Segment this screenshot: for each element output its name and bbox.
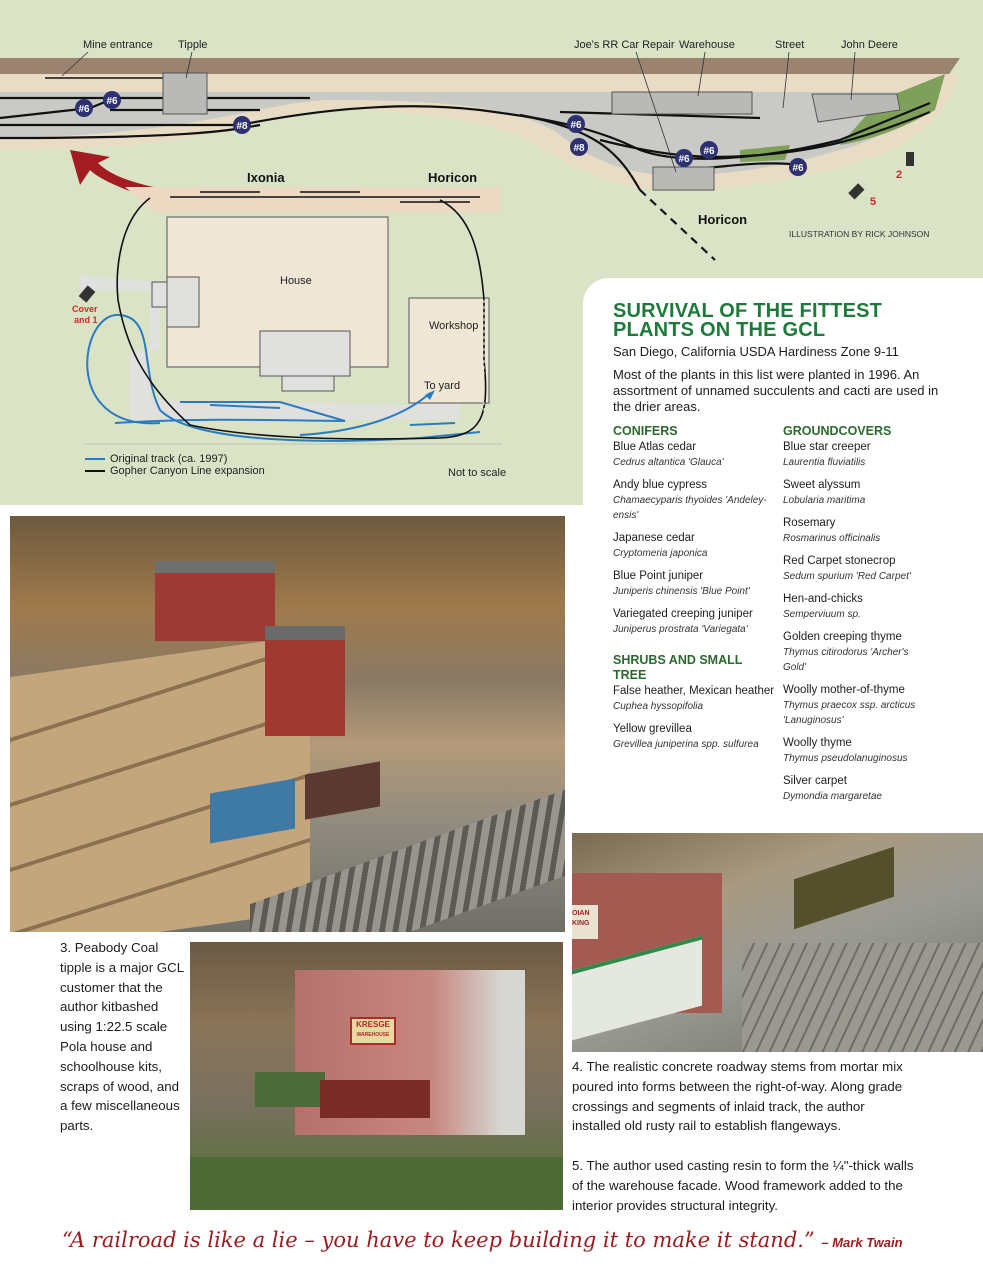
caption-4: 4. The realistic concrete roadway stems from mortar mix poured into forms between the right-of-way. Along grade crossings and segments of inlaid track, the author installed old rusty rail to establish flangeways.: [572, 1059, 903, 1134]
turnout-badge: [233, 116, 251, 134]
quote-attribution: – Mark Twain: [821, 1235, 903, 1250]
photo-marker-2: 2: [896, 169, 903, 181]
caption-3: 3. Peabody Coal tipple is a major GCL customer that the author kitbashed using 1:22.5 scale Pola house and schoolhouse kits, scraps of wood, and a few miscellaneous parts.: [60, 940, 184, 1134]
pull-quote: [62, 1228, 903, 1252]
ixonia-horicon-strip: [125, 187, 500, 212]
photo-coal-tipple: [10, 516, 565, 932]
turnout-badge: [567, 115, 585, 133]
svg-text:#6: #6: [106, 96, 118, 107]
car-repair-building: [653, 167, 714, 190]
plant-scientific-name: Cryptomeria japonica: [613, 548, 708, 559]
title-line: PLANTS ON THE GCL: [613, 319, 826, 341]
tipple-building: [265, 626, 345, 736]
plant-entry: [783, 736, 933, 766]
label-horicon-inset: Horicon: [428, 170, 478, 185]
plant-scientific-name: Thymus pseudolanuginosus: [783, 753, 908, 764]
turnout-badge: [700, 141, 718, 159]
sign-text: KRESGE: [356, 1020, 390, 1029]
roadway-tracks: [742, 943, 983, 1052]
porch-steps: [282, 376, 334, 391]
photo-warehouse: [190, 942, 563, 1210]
label-tipple: Tipple: [178, 39, 208, 51]
house-porch: [260, 331, 350, 376]
warehouse-building: [612, 92, 752, 114]
green-boxcar: [255, 1072, 325, 1107]
plant-common-name: False heather, Mexican heather: [613, 685, 775, 697]
plant-entry: [783, 630, 933, 675]
plant-common-name: Blue Atlas cedar: [613, 441, 697, 453]
shrubs-heading: SHRUBS AND SMALL TREE: [613, 653, 743, 682]
plant-scientific-name: Laurentia fluviatilis: [783, 457, 866, 468]
svg-text:#8: #8: [236, 121, 248, 132]
plant-entry: [613, 607, 783, 637]
plant-scientific-name: Semperviuum sp.: [783, 609, 861, 620]
photo-concrete-roadway: [572, 833, 983, 1052]
plant-entry: [783, 554, 933, 584]
groundcovers-list: [783, 440, 933, 804]
plant-entry: [783, 774, 933, 804]
plant-entry: [783, 478, 933, 508]
sign-text: KING: [572, 920, 590, 927]
conifers-list: [613, 440, 783, 637]
groundcovers-heading: GROUNDCOVERS: [783, 424, 892, 438]
kresge-sign: [350, 1017, 396, 1045]
plant-scientific-name: Juniperus prostrata 'Variegata': [613, 624, 748, 635]
plant-entry: [783, 516, 933, 546]
camera-icon: [848, 183, 864, 199]
plant-common-name: Japanese cedar: [613, 532, 695, 544]
sign-text: OIAN: [572, 910, 590, 917]
conifers-heading: CONIFERS: [613, 424, 678, 438]
plant-common-name: Woolly mother-of-thyme: [783, 684, 905, 696]
plant-common-name: Rosemary: [783, 517, 836, 529]
label-workshop: Workshop: [429, 320, 479, 332]
plant-entry: [613, 440, 783, 470]
label-to-yard: To yard: [424, 380, 461, 392]
photo-marker-cover: Cover: [72, 304, 98, 314]
house-steps: [167, 277, 199, 327]
label-street: Street: [775, 39, 805, 51]
legend-expansion: Gopher Canyon Line expansion: [110, 465, 265, 477]
not-to-scale-note: Not to scale: [448, 467, 507, 479]
plant-common-name: Blue star creeper: [783, 441, 871, 453]
lawn: [190, 1157, 563, 1210]
plant-scientific-name: Cedrus altantica 'Glauca': [613, 457, 724, 468]
house-steps: [152, 282, 167, 307]
plant-common-name: Yellow grevillea: [613, 723, 692, 735]
turnout-badge: [570, 138, 588, 156]
plant-scientific-name: Sedum spurium 'Red Carpet': [783, 571, 911, 582]
label-house: House: [280, 275, 312, 287]
plant-common-name: Woolly thyme: [783, 737, 852, 749]
plant-scientific-name: Cuphea hyssopifolia: [613, 701, 704, 712]
sidebar-subtitle: San Diego, California USDA Hardiness Zone 9-11: [613, 344, 899, 359]
building-sign: [572, 905, 598, 939]
label-mine-entrance: Mine entrance: [83, 39, 153, 51]
tipple-building: [163, 73, 207, 114]
plant-common-name: Variegated creeping juniper: [613, 608, 753, 620]
locomotive: [794, 847, 894, 929]
sidebar-intro: Most of the plants in this list were planted in 1996. An assortment of unnamed succulents and cacti are used in the drier areas.: [613, 367, 939, 414]
plant-entry: [613, 531, 783, 561]
plant-entry: [783, 440, 933, 470]
plant-scientific-name: Rosmarinus officinalis: [783, 533, 881, 544]
label-joes-repair: Joe's RR Car Repair: [574, 39, 675, 51]
turnout-badge: [103, 91, 121, 109]
plant-entry: [783, 683, 933, 728]
label-john-deere: John Deere: [841, 39, 898, 51]
turnout-badge: [789, 158, 807, 176]
plant-common-name: Sweet alyssum: [783, 479, 861, 491]
plant-entry: [613, 569, 783, 599]
camera-icon: [906, 152, 914, 166]
label-ixonia: Ixonia: [247, 170, 285, 185]
plant-scientific-name: Juniperis chinensis 'Blue Point': [613, 586, 750, 597]
plant-scientific-name: Thymus citirodorus 'Archer's Gold': [783, 647, 909, 673]
svg-text:#6: #6: [792, 163, 804, 174]
photo-marker-1: and 1: [74, 315, 98, 325]
svg-text:#6: #6: [78, 104, 90, 115]
svg-text:#8: #8: [573, 143, 585, 154]
sign-text: WAREHOUSE: [356, 1032, 390, 1038]
svg-text:#6: #6: [703, 146, 715, 157]
sidebar-title: [613, 302, 882, 340]
plant-scientific-name: Grevillea juniperina spp. sulfurea: [613, 739, 759, 750]
red-boxcar: [320, 1080, 430, 1118]
plant-common-name: Blue Point juniper: [613, 570, 704, 582]
mine-building: [155, 561, 275, 641]
illustration-credit: ILLUSTRATION BY RICK JOHNSON: [789, 229, 930, 239]
turnout-badge: [75, 99, 93, 117]
shrubs-list: [613, 684, 783, 752]
label-horicon-main: Horicon: [698, 212, 748, 227]
plant-scientific-name: Thymus praecox ssp. arcticus 'Lanuginosus': [783, 700, 916, 726]
plant-scientific-name: Chamaecyparis thyoides 'Andeley-ensis': [613, 495, 767, 521]
quote-text: “A railroad is like a lie – you have to keep building it to make it stand.”: [62, 1228, 815, 1252]
plant-common-name: Andy blue cypress: [613, 479, 707, 491]
label-warehouse: Warehouse: [679, 39, 735, 51]
caption-5: 5. The author used casting resin to form the ¼"-thick walls of the warehouse facade. Wood framework added to the interior provides structural integrity.: [572, 1158, 914, 1213]
plant-entry: [613, 684, 783, 714]
left-column: [613, 424, 783, 760]
plant-common-name: Golden creeping thyme: [783, 631, 902, 643]
plant-entry: [783, 592, 933, 622]
plant-common-name: Red Carpet stonecrop: [783, 555, 896, 567]
plants-sidebar: [583, 278, 983, 838]
right-column: [783, 424, 933, 812]
plant-scientific-name: Dymondia margaretae: [783, 791, 882, 802]
plant-entry: [613, 722, 783, 752]
title-line: SURVIVAL OF THE FITTEST: [613, 300, 883, 322]
plant-entry: [613, 478, 783, 523]
svg-text:#6: #6: [678, 154, 690, 165]
photo-marker-5: 5: [870, 196, 877, 208]
brown-hopper-car: [305, 761, 380, 819]
plant-scientific-name: Lobularia maritima: [783, 495, 866, 506]
legend-original: Original track (ca. 1997): [110, 453, 228, 465]
plant-common-name: Hen-and-chicks: [783, 593, 863, 605]
plant-common-name: Silver carpet: [783, 775, 847, 787]
turnout-badge: [675, 149, 693, 167]
svg-text:#6: #6: [570, 120, 582, 131]
